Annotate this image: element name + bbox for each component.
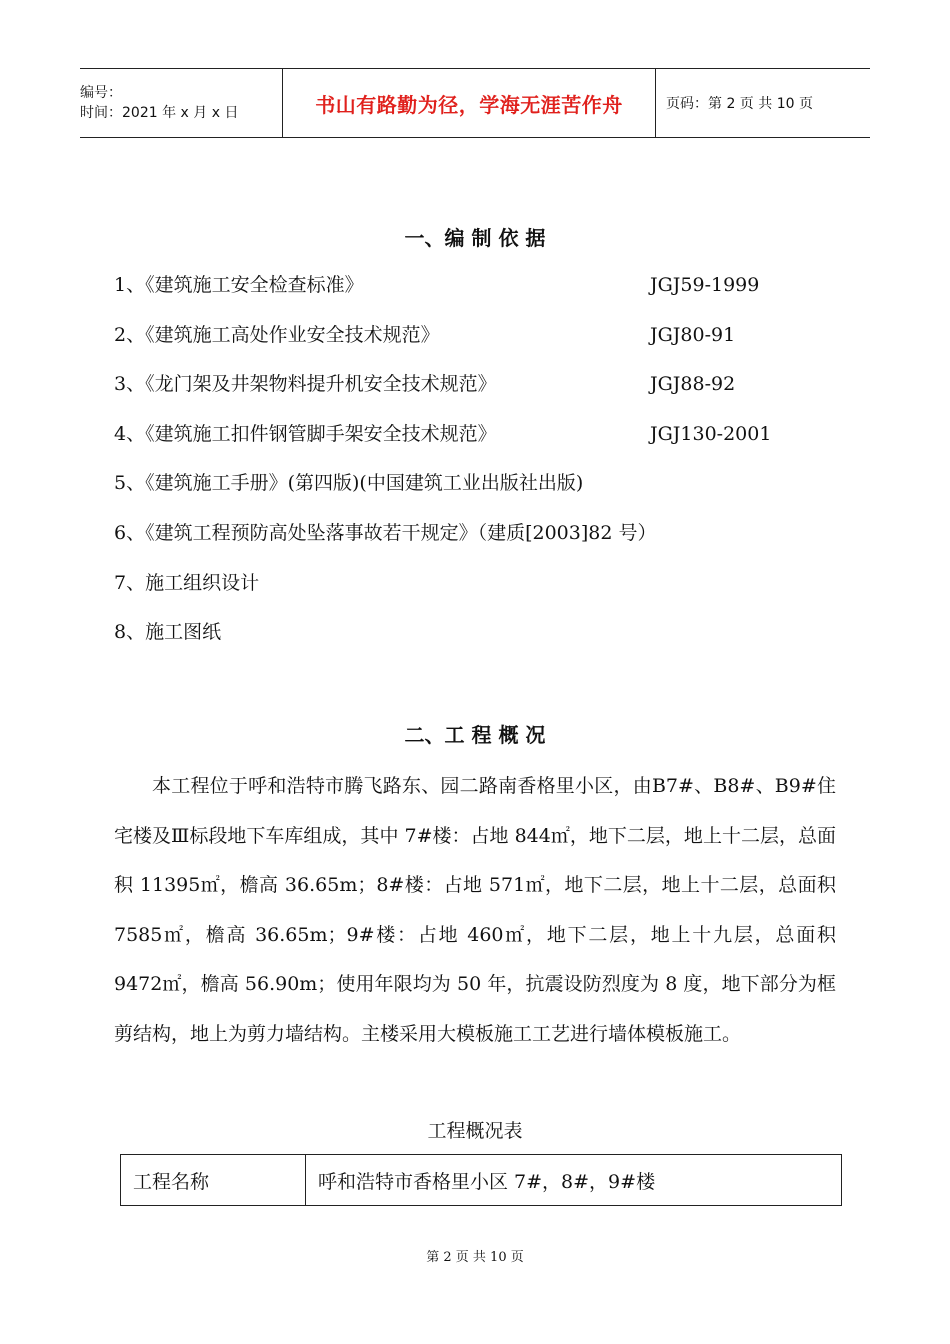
reference-item (114, 518, 814, 548)
reference-item (114, 419, 814, 449)
reference-text: 8、施工图纸 (114, 621, 222, 643)
document-header (80, 68, 870, 138)
reference-code: JGJ88-92 (650, 373, 736, 395)
section-title-overview: 二、工 程 概 况 (404, 723, 546, 747)
page-footer: 第 2 页 共 10 页 (426, 1250, 524, 1265)
reference-item (114, 568, 814, 598)
header-number: 编号： (80, 85, 122, 101)
project-info-table (120, 1154, 842, 1206)
reference-text: 2、《建筑施工高处作业安全技术规范》 (114, 324, 440, 346)
header-page-cell (656, 69, 870, 137)
overview-paragraph: 本工程位于呼和浩特市腾飞路东、园二路南香格里小区，由B7#、B8#、B9#住宅楼及Ⅲ标段地下车库组成，其中 7#楼：占地 844㎡，地下二层，地上十二层，总面积 11395㎡，檐高 36.65m；8#楼：占地 571㎡，地下二层，地上十二层，总面积 7585㎡，檐高 36.65m；9#楼：占地 460㎡，地下二层，地上十九层，总面积 9472㎡，檐高 56.90m；使用年限均为 50 年，抗震设防烈度为 8 度，地下部分为框剪结构，地上为剪力墙结构。主楼采用大模板施工工艺进行墙体模板施工。 (114, 775, 836, 1045)
reference-text: 3、《龙门架及井架物料提升机安全技术规范》 (114, 373, 497, 395)
reference-item (114, 320, 814, 350)
reference-text: 7、施工组织设计 (114, 572, 260, 594)
table-label-cell: 工程名称 (121, 1155, 306, 1205)
reference-text: 6、《建筑工程预防高处坠落事故若干规定》（建质[2003]82 号） (114, 522, 657, 544)
reference-code: JGJ130-2001 (650, 423, 772, 445)
reference-item (114, 369, 814, 399)
section-title-basis: 一、编 制 依 据 (404, 226, 546, 250)
header-slogan-cell (282, 69, 656, 137)
reference-text: 5、《建筑施工手册》(第四版)(中国建筑工业出版社出版) (114, 472, 584, 494)
reference-item (114, 468, 814, 498)
reference-item (114, 617, 814, 647)
reference-code: JGJ59-1999 (650, 274, 760, 296)
reference-text: 1、《建筑施工安全检查标准》 (114, 274, 364, 296)
header-time: 时间：2021 年 x 月 x 日 (80, 105, 239, 121)
header-page-number: 页码：第 2 页 共 10 页 (666, 96, 813, 112)
table-caption: 工程概况表 (427, 1120, 523, 1142)
table-value-cell: 呼和浩特市香格里小区 7#，8#，9#楼 (318, 1170, 656, 1193)
reference-item (114, 270, 814, 300)
header-slogan: 书山有路勤为径，学海无涯苦作舟 (315, 92, 623, 117)
header-meta (80, 69, 282, 137)
reference-text: 4、《建筑施工扣件钢管脚手架安全技术规范》 (114, 423, 497, 445)
reference-code: JGJ80-91 (650, 324, 736, 346)
